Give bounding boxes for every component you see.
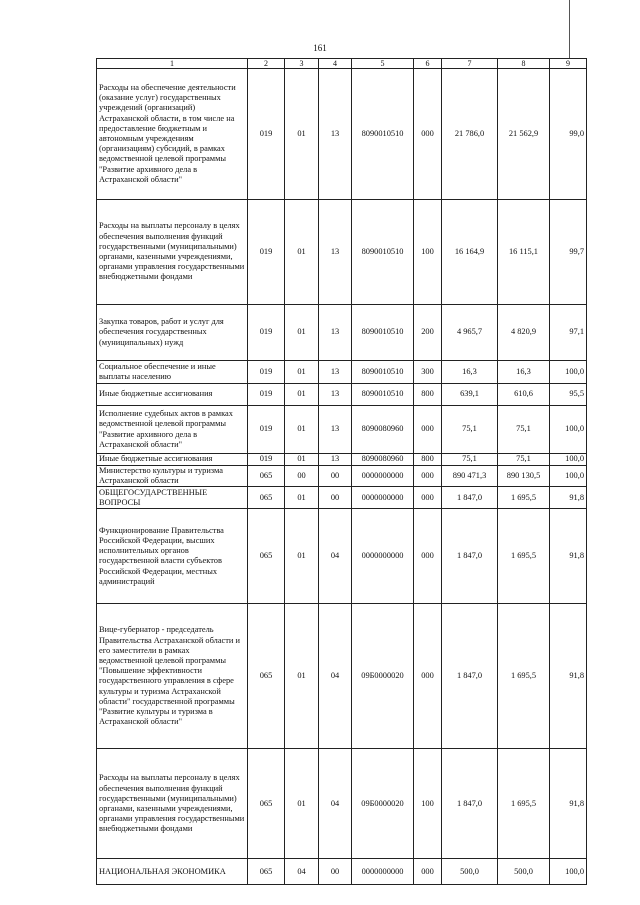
cell-subsection: 00 [319,859,352,885]
cell-planned: 4 965,7 [442,305,498,361]
cell-expense-type: 000 [414,859,442,885]
table-row [97,509,587,604]
cell-code: 065 [248,487,285,509]
cell-code: 065 [248,604,285,749]
cell-executed: 610,6 [498,384,550,406]
cell-target-article: 8090080960 [352,406,414,454]
cell-code: 065 [248,749,285,859]
table-row [97,749,587,859]
row-name: Закупка товаров, работ и услуг для обеспечения государственных (муниципальных) нужд [97,305,248,361]
cell-section: 01 [285,509,319,604]
table-row [97,69,587,200]
cell-planned: 75,1 [442,406,498,454]
table-row [97,361,587,384]
cell-planned: 75,1 [442,454,498,466]
cell-code: 019 [248,69,285,200]
table-row [97,859,587,885]
cell-executed: 500,0 [498,859,550,885]
cell-expense-type: 000 [414,466,442,487]
row-name: Расходы на выплаты персоналу в целях обеспечения выполнения функций государственными (муниципальными) органами, казенными учреждениями, органами управления государственными внебюджетными фондами [97,200,248,305]
cell-subsection: 04 [319,604,352,749]
cell-percent: 100,0 [550,406,587,454]
cell-target-article: 8090010510 [352,361,414,384]
cell-subsection: 00 [319,487,352,509]
column-header: 5 [352,59,414,69]
column-header: 7 [442,59,498,69]
cell-percent: 91,8 [550,604,587,749]
cell-percent: 100,0 [550,454,587,466]
cell-code: 019 [248,305,285,361]
cell-expense-type: 100 [414,749,442,859]
cell-code: 019 [248,200,285,305]
cell-code: 019 [248,406,285,454]
cell-target-article: 09Б0000020 [352,604,414,749]
row-name: ОБЩЕГОСУДАРСТВЕННЫЕ ВОПРОСЫ [97,487,248,509]
cell-section: 01 [285,384,319,406]
cell-subsection: 13 [319,384,352,406]
cell-percent: 99,0 [550,69,587,200]
cell-subsection: 04 [319,749,352,859]
cell-section: 01 [285,454,319,466]
cell-target-article: 0000000000 [352,509,414,604]
cell-executed: 1 695,5 [498,509,550,604]
cell-executed: 890 130,5 [498,466,550,487]
cell-planned: 890 471,3 [442,466,498,487]
table-row [97,466,587,487]
cell-section: 01 [285,604,319,749]
cell-code: 019 [248,384,285,406]
row-name: Расходы на обеспечение деятельности (оказание услуг) государственных учреждений (организаций) Астраханской области, в том числе на предоставление бюджетным и автономным учреждениям (организациям) субсидий, в рамках ведомственной целевой программы "Развитие архивного дела в Астраханской области" [97,69,248,200]
table-row [97,406,587,454]
column-header: 1 [97,59,248,69]
cell-expense-type: 200 [414,305,442,361]
cell-executed: 1 695,5 [498,604,550,749]
cell-subsection: 13 [319,305,352,361]
cell-target-article: 0000000000 [352,487,414,509]
cell-subsection: 13 [319,69,352,200]
cell-planned: 500,0 [442,859,498,885]
cell-subsection: 13 [319,454,352,466]
cell-code: 065 [248,859,285,885]
column-header: 8 [498,59,550,69]
table-row [97,487,587,509]
cell-executed: 16,3 [498,361,550,384]
cell-code: 019 [248,454,285,466]
cell-percent: 100,0 [550,859,587,885]
row-name: Иные бюджетные ассигнования [97,454,248,466]
cell-executed: 75,1 [498,454,550,466]
row-name: Функционирование Правительства Российской Федерации, высших исполнительных органов государственной власти субъектов Российской Федерации, местных администраций [97,509,248,604]
column-header: 4 [319,59,352,69]
cell-planned: 16,3 [442,361,498,384]
table-row [97,305,587,361]
cell-section: 00 [285,466,319,487]
cell-target-article: 0000000000 [352,859,414,885]
cell-expense-type: 000 [414,487,442,509]
cell-section: 01 [285,305,319,361]
cell-code: 019 [248,361,285,384]
cell-section: 01 [285,749,319,859]
cell-planned: 639,1 [442,384,498,406]
cell-target-article: 8090010510 [352,69,414,200]
cell-percent: 91,8 [550,749,587,859]
cell-subsection: 13 [319,361,352,384]
cell-planned: 1 847,0 [442,604,498,749]
cell-executed: 21 562,9 [498,69,550,200]
cell-executed: 4 820,9 [498,305,550,361]
cell-subsection: 00 [319,466,352,487]
cell-percent: 100,0 [550,466,587,487]
cell-section: 01 [285,200,319,305]
cell-subsection: 13 [319,406,352,454]
row-name: Расходы на выплаты персоналу в целях обеспечения выполнения функций государственными (муниципальными) органами, казенными учреждениями, органами управления государственными внебюджетными фондами [97,749,248,859]
budget-table [96,58,587,885]
cell-expense-type: 000 [414,406,442,454]
cell-executed: 1 695,5 [498,487,550,509]
table-row [97,200,587,305]
cell-executed: 16 115,1 [498,200,550,305]
cell-expense-type: 100 [414,200,442,305]
table-row [97,454,587,466]
cell-expense-type: 000 [414,604,442,749]
column-number-row [97,59,587,69]
cell-target-article: 09Б0000020 [352,749,414,859]
scan-artifact-line [569,0,570,58]
row-name: Вице-губернатор - председатель Правительства Астраханской области и его заместители в рамках ведомственной целевой программы "Повышение эффективности государственного управления в сфере культуры и туризма Астраханской области" государственной программы "Развитие культуры и туризма в Астраханской области" [97,604,248,749]
cell-code: 065 [248,509,285,604]
cell-percent: 91,8 [550,509,587,604]
cell-section: 04 [285,859,319,885]
cell-target-article: 8090010510 [352,305,414,361]
column-header: 9 [550,59,587,69]
cell-percent: 91,8 [550,487,587,509]
cell-expense-type: 000 [414,509,442,604]
cell-executed: 1 695,5 [498,749,550,859]
table-row [97,604,587,749]
column-header: 3 [285,59,319,69]
cell-expense-type: 800 [414,454,442,466]
cell-expense-type: 000 [414,69,442,200]
cell-planned: 1 847,0 [442,749,498,859]
cell-planned: 16 164,9 [442,200,498,305]
row-name: Министерство культуры и туризма Астраханской области [97,466,248,487]
cell-code: 065 [248,466,285,487]
column-header: 2 [248,59,285,69]
cell-section: 01 [285,69,319,200]
cell-percent: 100,0 [550,361,587,384]
cell-percent: 95,5 [550,384,587,406]
cell-target-article: 8090010510 [352,200,414,305]
cell-planned: 1 847,0 [442,487,498,509]
cell-expense-type: 800 [414,384,442,406]
table-row [97,384,587,406]
column-header: 6 [414,59,442,69]
cell-percent: 97,1 [550,305,587,361]
cell-section: 01 [285,361,319,384]
row-name: НАЦИОНАЛЬНАЯ ЭКОНОМИКА [97,859,248,885]
cell-executed: 75,1 [498,406,550,454]
row-name: Иные бюджетные ассигнования [97,384,248,406]
page-number: 161 [313,43,327,53]
row-name: Социальное обеспечение и иные выплаты населению [97,361,248,384]
cell-target-article: 8090010510 [352,384,414,406]
cell-planned: 1 847,0 [442,509,498,604]
cell-section: 01 [285,406,319,454]
cell-subsection: 04 [319,509,352,604]
cell-target-article: 8090080960 [352,454,414,466]
cell-planned: 21 786,0 [442,69,498,200]
cell-percent: 99,7 [550,200,587,305]
cell-target-article: 0000000000 [352,466,414,487]
cell-section: 01 [285,487,319,509]
cell-expense-type: 300 [414,361,442,384]
cell-subsection: 13 [319,200,352,305]
row-name: Исполнение судебных актов в рамках ведомственной целевой программы "Развитие архивного дела в Астраханской области" [97,406,248,454]
